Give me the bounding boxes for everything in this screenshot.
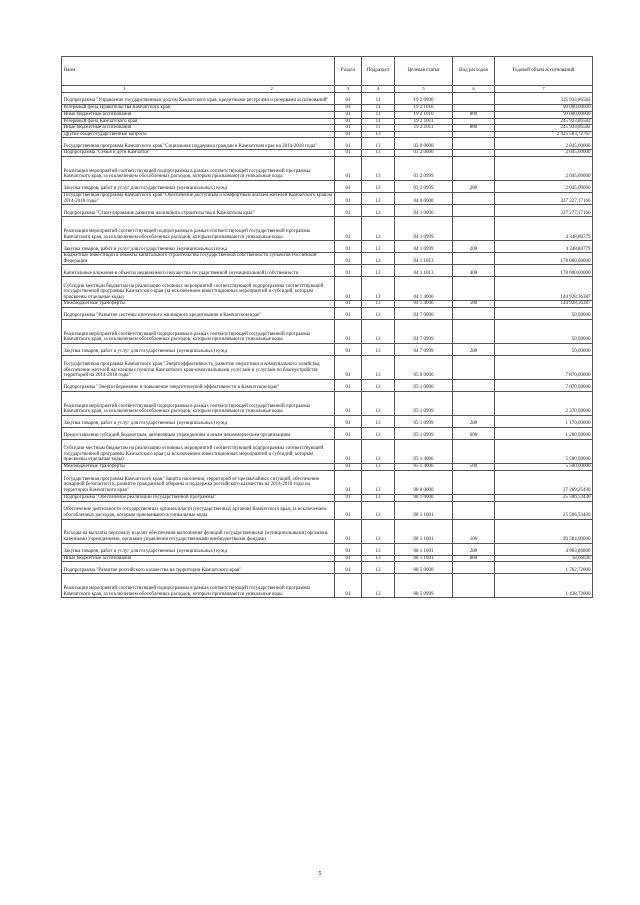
row-name: Реализация мероприятий соответствующей подпрограммы в рамках соответствующей государственной программы Камчатского края, за исключением обособленных расходов, которым присваиваются уникальные коды: [62, 319, 335, 343]
table-row: [62, 205, 593, 217]
row-sum: 2 425 583,72767: [495, 131, 593, 138]
row-podrazdel: 13: [362, 574, 395, 598]
row-podrazdel: 13: [362, 253, 395, 265]
row-sum: 2 045,00000: [495, 138, 593, 150]
row-sum: 327 277,17166: [495, 205, 593, 217]
row-vr: [453, 217, 495, 241]
row-razdel: 01: [335, 125, 362, 132]
row-podrazdel: 13: [362, 319, 395, 343]
table-row: [62, 307, 593, 319]
row-name: Межбюджетные трансферты: [62, 463, 335, 470]
row-csr: [395, 131, 453, 138]
row-vr: [453, 319, 495, 343]
row-podrazdel: 13: [362, 379, 395, 391]
row-podrazdel: 13: [362, 501, 395, 519]
row-name: Субсидии местным бюджетам на реализацию основных мероприятий соответствующей подпрограммы соответствующей государственной программы Камчатского края (за исключением инвестиционных мероприятий и субсидий, которым присвоены отдельные коды): [62, 439, 335, 463]
table-row: [62, 125, 593, 132]
table-row: [62, 118, 593, 125]
row-vr: [453, 118, 495, 125]
row-name: Иные бюджетные ассигнования: [62, 125, 335, 132]
row-csr: 19 2 1010: [395, 112, 453, 119]
row-csr: 08 5 0000: [395, 562, 453, 574]
row-csr: 03 0 0000: [395, 138, 453, 150]
column-number: 1 2: [62, 86, 335, 93]
row-csr: 19 2 1011: [395, 118, 453, 125]
row-sum: 7 870,00000: [495, 355, 593, 379]
row-sum: 25 506,53430: [495, 501, 593, 519]
row-name: Предоставление субсидий бюджетным, автономным учреждениям и иным некоммерческим организациям: [62, 427, 335, 439]
row-csr: 19 2 0000: [395, 93, 453, 105]
row-razdel: 01: [335, 205, 362, 217]
table-row: [62, 415, 593, 427]
row-csr: 05 1 4006: [395, 463, 453, 470]
row-vr: [453, 150, 495, 157]
row-podrazdel: 13: [362, 391, 395, 415]
row-vr: [453, 379, 495, 391]
table-row: [62, 253, 593, 265]
row-csr: 08 1 1001: [395, 543, 453, 555]
row-razdel: 01: [335, 494, 362, 501]
row-csr: 04 1 1013: [395, 253, 453, 265]
row-sum: 327 327,17166: [495, 192, 593, 204]
row-vr: 800: [453, 555, 495, 562]
row-sum: 178 000,00000: [495, 253, 593, 265]
row-sum: 20 584,00000: [495, 519, 593, 543]
row-vr: [453, 205, 495, 217]
row-vr: 200: [453, 180, 495, 192]
row-sum: 4 348,80779: [495, 217, 593, 241]
table-row: [62, 150, 593, 157]
table-header-row: [62, 57, 593, 86]
row-sum: 2 045,00000: [495, 156, 593, 180]
row-podrazdel: 13: [362, 343, 395, 355]
row-razdel: 01: [335, 156, 362, 180]
table-row: [62, 180, 593, 192]
table-row: [62, 562, 593, 574]
row-razdel: 01: [335, 131, 362, 138]
row-podrazdel: 13: [362, 307, 395, 319]
row-vr: [453, 574, 495, 598]
row-csr: 04 7 0999: [395, 319, 453, 343]
row-sum: 144 928,36387: [495, 277, 593, 301]
row-podrazdel: 13: [362, 180, 395, 192]
row-csr: 04 7 0000: [395, 307, 453, 319]
row-razdel: 01: [335, 574, 362, 598]
table-row: [62, 277, 593, 301]
row-razdel: 01: [335, 319, 362, 343]
table-row: [62, 217, 593, 241]
row-sum: 27 269,25430: [495, 470, 593, 494]
row-name: Подпрограмма "Развитие российского казачества на территории Камчатского края": [62, 562, 335, 574]
column-number: 5: [395, 86, 453, 93]
row-vr: [453, 138, 495, 150]
row-razdel: 01: [335, 391, 362, 415]
row-razdel: 01: [335, 343, 362, 355]
table-row: [62, 501, 593, 519]
table-body: [62, 93, 593, 598]
table-row: [62, 131, 593, 138]
row-sum: 1 200,00000: [495, 427, 593, 439]
row-name: Подпрограмма "Семья и дети Камчатки": [62, 150, 335, 157]
row-podrazdel: 13: [362, 555, 395, 562]
row-csr: 08 1 1001: [395, 555, 453, 562]
row-name: Субсидии местным бюджетам на реализацию основных мероприятий соответствующей подпрограммы соответствующей государственной программы Камчатского края (за исключением инвестиционных мероприятий и субсидий, которым присвоены отдельные коды): [62, 277, 335, 301]
row-vr: [453, 494, 495, 501]
table-row: [62, 343, 593, 355]
table-row: [62, 265, 593, 277]
table-row: [62, 555, 593, 562]
row-sum: 245 933,86582: [495, 118, 593, 125]
row-name: Государственная программа Камчатского края "Обеспечение доступным и комфортным жильем жителей Камчатского края на 2014-2018 годы": [62, 192, 335, 204]
column-number: 3: [335, 86, 362, 93]
header-name: Наим: [62, 57, 335, 86]
row-razdel: 01: [335, 265, 362, 277]
table-row: [62, 427, 593, 439]
row-vr: 500: [453, 463, 495, 470]
row-name: Подпрограмма "Управление государственным долгом Камчатского края, кредитными ресурсами и резервами ассигнований": [62, 93, 335, 105]
header-csr: Целевая статья: [395, 57, 453, 86]
row-vr: [453, 501, 495, 519]
column-number: 7: [495, 86, 593, 93]
row-podrazdel: 13: [362, 265, 395, 277]
row-razdel: 01: [335, 355, 362, 379]
header-podrazdel: Подраздел: [362, 57, 395, 86]
row-podrazdel: 13: [362, 192, 395, 204]
row-sum: 18,66630: [495, 555, 593, 562]
row-sum: 245 933,86582: [495, 125, 593, 132]
row-name: Государственная программа Камчатского края "Социальная поддержка граждан в Камчатском крае на 2014-2018 годы": [62, 138, 335, 150]
row-sum: 1 170,00000: [495, 415, 593, 427]
table-row: [62, 105, 593, 112]
row-name: Закупка товаров, работ и услуг для государственных (муниципальных) нужд: [62, 180, 335, 192]
row-podrazdel: 13: [362, 150, 395, 157]
row-vr: [453, 355, 495, 379]
row-csr: 04 1 0999: [395, 241, 453, 253]
row-sum: 5 500,00000: [495, 463, 593, 470]
header-razdel: Раздел: [335, 57, 362, 86]
row-vr: 800: [453, 125, 495, 132]
row-vr: [453, 307, 495, 319]
row-podrazdel: 13: [362, 562, 395, 574]
table-row: [62, 439, 593, 463]
row-name: Подпрограмма "Обеспечение реализации государственной программы": [62, 494, 335, 501]
row-podrazdel: 13: [362, 470, 395, 494]
row-razdel: 01: [335, 217, 362, 241]
row-podrazdel: 11: [362, 125, 395, 132]
row-vr: [453, 439, 495, 463]
row-sum: 2 045,00000: [495, 150, 593, 157]
table-row: [62, 301, 593, 308]
row-razdel: 01: [335, 470, 362, 494]
table-row: [62, 519, 593, 543]
row-podrazdel: 13: [362, 217, 395, 241]
row-vr: [453, 156, 495, 180]
row-name: Реализация мероприятий соответствующей подпрограммы в рамках соответствующей государственной программы Камчатского края, за исключением обособленных расходов, которым присваиваются уникальные коды: [62, 156, 335, 180]
row-razdel: 01: [335, 307, 362, 319]
row-sum: 5 500,00000: [495, 439, 593, 463]
row-name: Подпрограмма "Стимулирование развития жилищного строительства в Камчатском крае": [62, 205, 335, 217]
row-vr: [453, 562, 495, 574]
row-name: Иные бюджетные ассигнования: [62, 112, 335, 119]
row-name: Резервный фонд Камчатского края: [62, 118, 335, 125]
row-sum: 2 370,00000: [495, 391, 593, 415]
row-csr: 05 1 0999: [395, 391, 453, 415]
row-razdel: 01: [335, 562, 362, 574]
row-csr: 08 0 0000: [395, 470, 453, 494]
row-podrazdel: 11: [362, 118, 395, 125]
row-sum: 178 000,00000: [495, 265, 593, 277]
row-csr: 05 1 4006: [395, 439, 453, 463]
table-row: [62, 241, 593, 253]
row-vr: 600: [453, 427, 495, 439]
row-podrazdel: 13: [362, 131, 395, 138]
row-podrazdel: 11: [362, 93, 395, 105]
row-csr: 04 1 4006: [395, 301, 453, 308]
row-name: Иные бюджетные ассигнования: [62, 555, 335, 562]
row-name: Подпрограмма "Развитие системы ипотечного жилищного кредитования в Камчатском крае": [62, 307, 335, 319]
row-podrazdel: 13: [362, 543, 395, 555]
row-sum: 2 045,00000: [495, 180, 593, 192]
row-vr: 100: [453, 519, 495, 543]
row-vr: 200: [453, 343, 495, 355]
row-name: Государственная программа Камчатского края "Энергоэффективность, развитие энергетики и коммунального хозяйства, обеспечение жителей населенных пунктов Камчатского края коммунальными услугами и услугами по благоустройству территорий на 2014-2018 годы": [62, 355, 335, 379]
row-sum: 50,00000: [495, 343, 593, 355]
row-csr: 05 1 0000: [395, 379, 453, 391]
row-podrazdel: 13: [362, 439, 395, 463]
row-razdel: 01: [335, 93, 362, 105]
row-name: Резервный фонд Правительства Камчатского края: [62, 105, 335, 112]
row-vr: [453, 93, 495, 105]
row-podrazdel: 13: [362, 427, 395, 439]
row-razdel: 01: [335, 439, 362, 463]
table-row: [62, 494, 593, 501]
row-vr: 800: [453, 112, 495, 119]
row-name: Закупка товаров, работ и услуг для государственных (муниципальных) нужд: [62, 415, 335, 427]
row-csr: 19 2 1011: [395, 125, 453, 132]
row-razdel: 01: [335, 241, 362, 253]
page-number: 5: [318, 871, 322, 877]
row-razdel: 01: [335, 543, 362, 555]
row-name: Закупка товаров, работ и услуг для государственных (муниципальных) нужд: [62, 543, 335, 555]
row-razdel: 01: [335, 555, 362, 562]
row-csr: 19 2 1010: [395, 105, 453, 112]
row-podrazdel: 13: [362, 301, 395, 308]
header-vr: Вид расходов: [453, 57, 495, 86]
row-vr: [453, 277, 495, 301]
row-vr: [453, 131, 495, 138]
table-row: [62, 379, 593, 391]
row-razdel: 01: [335, 150, 362, 157]
row-sum: 1 762,72000: [495, 562, 593, 574]
row-name: Закупка товаров, работ и услуг для государственных (муниципальных) нужд: [62, 343, 335, 355]
document-page: [61, 56, 592, 598]
row-podrazdel: 13: [362, 519, 395, 543]
row-name: Обеспечение деятельности государственных органов власти (государственных органов) Камчатского края, за исключением обособленных расходов, которым присваиваются уникальные коды: [62, 501, 335, 519]
row-vr: [453, 470, 495, 494]
table-row: [62, 391, 593, 415]
row-podrazdel: 11: [362, 112, 395, 119]
row-name: Бюджетные инвестиции в объекты капитального строительства государственной собственности субъектов Российской Федерации: [62, 253, 335, 265]
table-row: [62, 156, 593, 180]
row-podrazdel: 13: [362, 277, 395, 301]
row-sum: 144 928,36387: [495, 301, 593, 308]
row-sum: 25 506,53430: [495, 494, 593, 501]
table-row: [62, 93, 593, 105]
table-row: [62, 192, 593, 204]
row-sum: 7 870,00000: [495, 379, 593, 391]
row-name: Подпрограмма "Энергосбережение и повышение энергетической эффективности в Камчатском крае": [62, 379, 335, 391]
row-csr: 04 7 0999: [395, 343, 453, 355]
row-vr: 200: [453, 415, 495, 427]
row-vr: [453, 192, 495, 204]
row-csr: 04 1 0000: [395, 205, 453, 217]
row-sum: 4 348,80779: [495, 241, 593, 253]
row-name: Реализация мероприятий соответствующей подпрограммы в рамках соответствующей государственной программы Камчатского края, за исключением обособленных расходов, которым присваиваются уникальные коды: [62, 391, 335, 415]
column-number: 4: [362, 86, 395, 93]
table-row: [62, 355, 593, 379]
row-csr: 08 1 0000: [395, 494, 453, 501]
row-razdel: 01: [335, 105, 362, 112]
row-razdel: 01: [335, 253, 362, 265]
header-sum: Годовой объем ассигнований: [495, 57, 593, 86]
row-vr: [453, 105, 495, 112]
row-podrazdel: 13: [362, 241, 395, 253]
row-csr: 04 1 0999: [395, 217, 453, 241]
row-razdel: 01: [335, 118, 362, 125]
table-row: [62, 574, 593, 598]
row-vr: 200: [453, 241, 495, 253]
column-number: 6: [453, 86, 495, 93]
row-csr: 03 2 0999: [395, 156, 453, 180]
table-row: [62, 470, 593, 494]
row-razdel: 01: [335, 501, 362, 519]
row-razdel: 01: [335, 379, 362, 391]
row-csr: 08 5 0999: [395, 574, 453, 598]
row-razdel: 01: [335, 138, 362, 150]
row-podrazdel: 11: [362, 105, 395, 112]
row-razdel: 01: [335, 277, 362, 301]
row-razdel: 01: [335, 301, 362, 308]
row-name: Расходы на выплаты персоналу в целях обеспечения выполнения функций государственными (муниципальными) органами, казенными учреждениями, органами управления государственными внебюджетными фондами: [62, 519, 335, 543]
row-vr: [453, 253, 495, 265]
row-csr: 05 1 0999: [395, 415, 453, 427]
row-podrazdel: 13: [362, 138, 395, 150]
row-vr: 200: [453, 543, 495, 555]
table-row: [62, 319, 593, 343]
row-podrazdel: 13: [362, 463, 395, 470]
row-csr: 08 1 1001: [395, 501, 453, 519]
row-vr: 500: [453, 301, 495, 308]
row-sum: 50,00000: [495, 307, 593, 319]
row-csr: 08 1 1001: [395, 519, 453, 543]
row-name: Реализация мероприятий соответствующей подпрограммы в рамках соответствующей государственной программы Камчатского края, за исключением обособленных расходов, которым присваиваются уникальные коды: [62, 574, 335, 598]
row-name: Другие общегосударственные вопросы: [62, 131, 335, 138]
row-razdel: 01: [335, 415, 362, 427]
row-razdel: 01: [335, 519, 362, 543]
budget-table: [61, 56, 593, 598]
row-name: Закупка товаров, работ и услуг для государственных (муниципальных) нужд: [62, 241, 335, 253]
row-csr: 04 1 4006: [395, 277, 453, 301]
row-vr: 400: [453, 265, 495, 277]
row-csr: 04 0 0000: [395, 192, 453, 204]
row-podrazdel: 13: [362, 156, 395, 180]
row-sum: 50,00000: [495, 319, 593, 343]
row-vr: [453, 391, 495, 415]
row-sum: 90 000,00000: [495, 112, 593, 119]
row-razdel: 01: [335, 192, 362, 204]
row-sum: 90 000,00000: [495, 105, 593, 112]
row-csr: 05 1 0999: [395, 427, 453, 439]
row-podrazdel: 13: [362, 205, 395, 217]
row-name: Межбюджетные трансферты: [62, 301, 335, 308]
table-row: [62, 463, 593, 470]
row-sum: 1 438,72000: [495, 574, 593, 598]
row-podrazdel: 13: [362, 494, 395, 501]
row-razdel: 01: [335, 427, 362, 439]
table-row: [62, 112, 593, 119]
row-name: Государственная программа Камчатского края "Защита населения, территорий от чрезвычайных ситуаций, обеспечение пожарной безопасности, развитие гражданской обороны и поддержка российского казачества на 2014-2018 годы на территории Камчатского края": [62, 470, 335, 494]
row-sum: 335 933,86582: [495, 93, 593, 105]
row-podrazdel: 13: [362, 355, 395, 379]
row-podrazdel: 13: [362, 415, 395, 427]
row-name: Реализация мероприятий соответствующей подпрограммы в рамках соответствующей государственной программы Камчатского края, за исключением обособленных расходов, которым присваиваются уникальные коды: [62, 217, 335, 241]
row-csr: 05 0 0000: [395, 355, 453, 379]
column-number-row: [62, 86, 593, 93]
row-razdel: 01: [335, 463, 362, 470]
table-row: [62, 543, 593, 555]
row-sum: 4 903,86800: [495, 543, 593, 555]
row-csr: 04 1 1013: [395, 265, 453, 277]
row-razdel: 01: [335, 180, 362, 192]
row-name: Капитальные вложения в объекты недвижимого имущества государственной (муниципальной) собственности: [62, 265, 335, 277]
row-razdel: 01: [335, 112, 362, 119]
row-csr: 03 2 0999: [395, 180, 453, 192]
row-csr: 03 2 0000: [395, 150, 453, 157]
table-row: [62, 138, 593, 150]
